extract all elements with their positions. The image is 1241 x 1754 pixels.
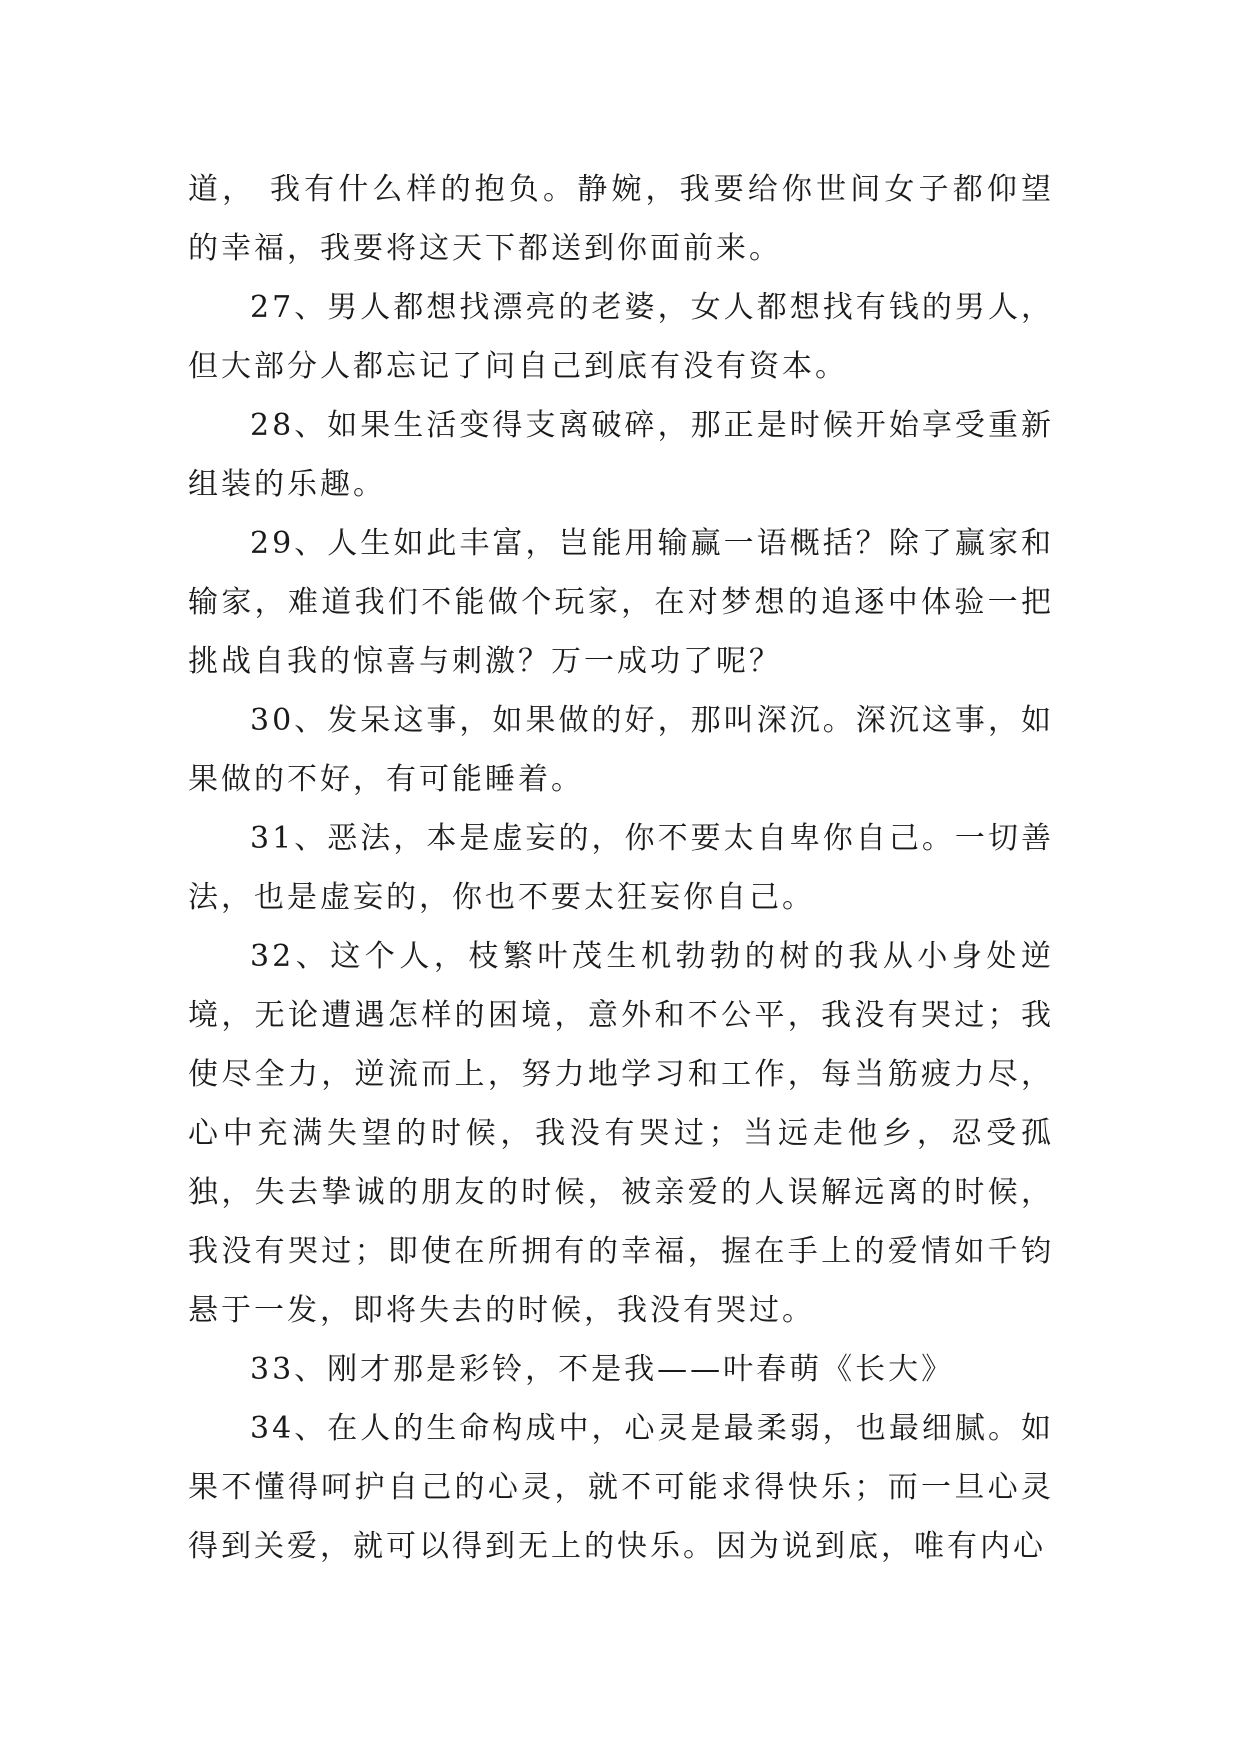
paragraph-item-27: 27、男人都想找漂亮的老婆，女人都想找有钱的男人，但大部分人都忘记了问自己到底有没有资本。 <box>188 290 1054 384</box>
paragraph-continuation: 道， 我有什么样的抱负。静婉，我要给你世间女子都仰望的幸福，我要将这天下都送到你面前来。 <box>188 172 1054 266</box>
paragraph-item-29: 29、人生如此丰富，岂能用输赢一语概括？除了赢家和输家，难道我们不能做个玩家，在对梦想的追逐中体验一把挑战自我的惊喜与刺激？万一成功了呢？ <box>188 526 1054 679</box>
paragraph-item-33: 33、刚才那是彩铃，不是我——叶春萌《长大》 <box>250 1352 955 1387</box>
paragraph-item-32: 32、这个人，枝繁叶茂生机勃勃的树的我从小身处逆境，无论遭遇怎样的困境，意外和不公平，我没有哭过；我使尽全力，逆流而上，努力地学习和工作，每当筋疲力尽，心中充满失望的时候，我没有哭过；当远走他乡，忍受孤独，失去挚诚的朋友的时候，被亲爱的人误解远离的时候，我没有哭过；即使在所拥有的幸福，握在手上的爱情如千钧悬于一发，即将失去的时候，我没有哭过。 <box>188 939 1054 1328</box>
paragraph-item-30: 30、发呆这事，如果做的好，那叫深沉。深沉这事，如果做的不好，有可能睡着。 <box>188 703 1054 797</box>
paragraph-item-34: 34、在人的生命构成中，心灵是最柔弱，也最细腻。如果不懂得呵护自己的心灵，就不可能求得快乐；而一旦心灵得到关爱，就可以得到无上的快乐。因为说到底，唯有内心 <box>188 1411 1054 1564</box>
paragraph-item-31: 31、恶法，本是虚妄的，你不要太自卑你自己。一切善法，也是虚妄的，你也不要太狂妄你自己。 <box>188 821 1054 915</box>
document-body <box>188 160 1054 1576</box>
paragraph-item-28: 28、如果生活变得支离破碎，那正是时候开始享受重新组装的乐趣。 <box>188 408 1054 502</box>
